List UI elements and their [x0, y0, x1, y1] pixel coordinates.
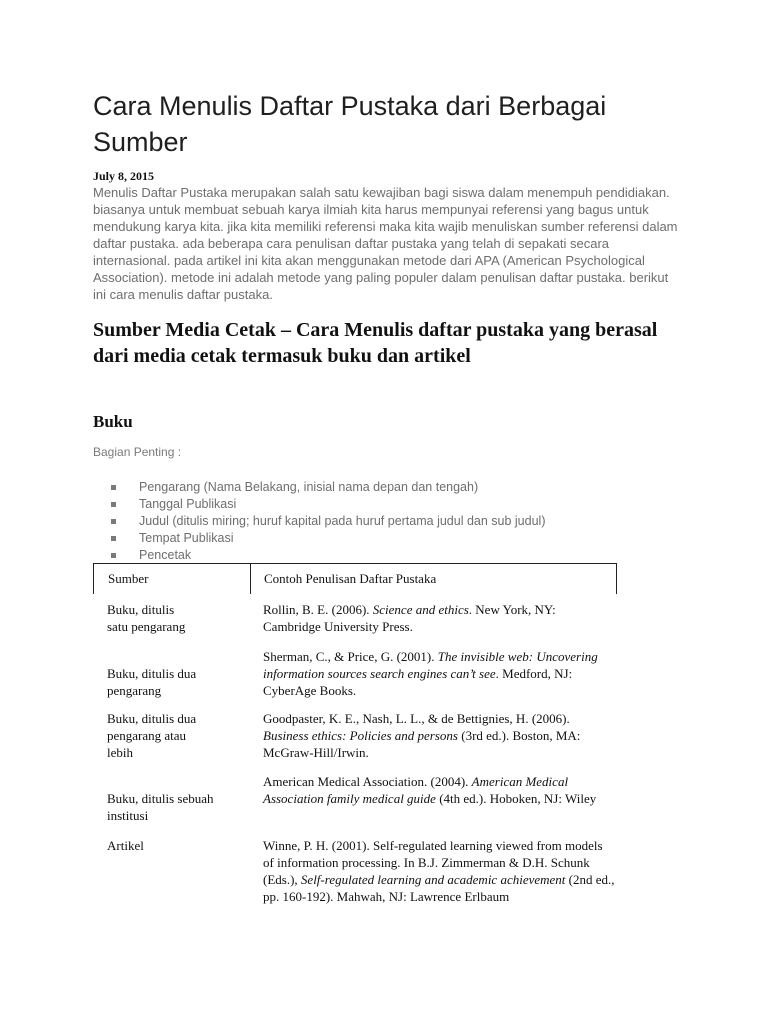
bullet-square-icon — [111, 502, 116, 507]
source-cell: Buku, ditulis dua pengarang atau lebih — [107, 711, 197, 760]
sub-heading: Buku — [93, 412, 133, 431]
list-item: Tanggal Publikasi — [93, 496, 545, 513]
example-cell: Rollin, B. E. (2006). Science and ethics. New York, NY: Cambridge University Press. — [263, 602, 556, 634]
example-cell: Goodpaster, K. E., Nash, L. L., & de Bettignies, H. (2006). Business ethics: Policies and persons (3rd ed.). Boston, MA: McGraw-Hill/Irwin. — [263, 711, 581, 760]
bullet-square-icon — [111, 553, 116, 558]
list-item: Pencetak — [93, 547, 545, 564]
intro-paragraph: Menulis Daftar Pustaka merupakan salah satu kewajiban bagi siswa dalam menempuh pendidiakan. biasanya untuk membuat sebuah karya ilmiah kita harus mempunyai referensi yang bagus untuk mendukung karya kita. jika kita memiliki referensi maka kita wajib menuliskan sumber referensi dalam daftar pustaka. ada beberapa cara penulisan daftar pustaka yang telah di sepakati secara internasional. pada artikel ini kita akan menggunakan metode dari APA (American Psychological Association). metode ini adalah metode yang paling populer dalam penulisan daftar pustaka. berikut ini cara menulis daftar pustaka. — [93, 185, 678, 302]
example-cell: Winne, P. H. (2001). Self-regulated learning viewed from models of information processing. In B.J. Zimmerman & D.H. Schunk (Eds.), Self-regulated learning and academic achievement (2nd ed., pp. 160-192). Mahwah, NJ: Lawrence Erlbaum — [263, 838, 615, 904]
header-sumber: Sumber — [108, 571, 149, 586]
source-cell: Buku, ditulis dua pengarang — [107, 666, 197, 698]
bullet-square-icon — [111, 485, 116, 490]
bagian-label: Bagian Penting : — [93, 445, 182, 459]
list-item: Tempat Publikasi — [93, 530, 545, 547]
list-item: Judul (ditulis miring; huruf kapital pada huruf pertama judul dan sub judul) — [93, 513, 545, 530]
bullet-square-icon — [111, 519, 116, 524]
table-header — [93, 563, 617, 594]
page-title: Cara Menulis Daftar Pustaka dari Berbagai Sumber — [93, 91, 607, 157]
source-cell: Buku, ditulis sebuah institusi — [107, 791, 214, 823]
source-cell: Artikel — [107, 838, 144, 853]
list-item: Pengarang (Nama Belakang, inisial nama depan dan tengah) — [93, 479, 545, 496]
section-heading: Sumber Media Cetak – Cara Menulis daftar pustaka yang berasal dari media cetak termasuk buku dan artikel — [93, 319, 658, 367]
source-cell: Buku, ditulis satu pengarang — [107, 602, 186, 634]
bullet-square-icon — [111, 536, 116, 541]
reference-table — [93, 563, 617, 904]
post-date: July 8, 2015 — [93, 169, 155, 183]
example-cell: American Medical Association. (2004). American Medical Association family medical guide (4th ed.). Hoboken, NJ: Wiley — [263, 774, 597, 806]
header-contoh: Contoh Penulisan Daftar Pustaka — [264, 571, 437, 586]
example-cell: Sherman, C., & Price, G. (2001). The invisible web: Uncovering information sources search engines can’t see. Medford, NJ: CyberAge Books. — [263, 649, 598, 698]
column-divider — [250, 564, 251, 594]
bullet-list — [93, 479, 545, 564]
